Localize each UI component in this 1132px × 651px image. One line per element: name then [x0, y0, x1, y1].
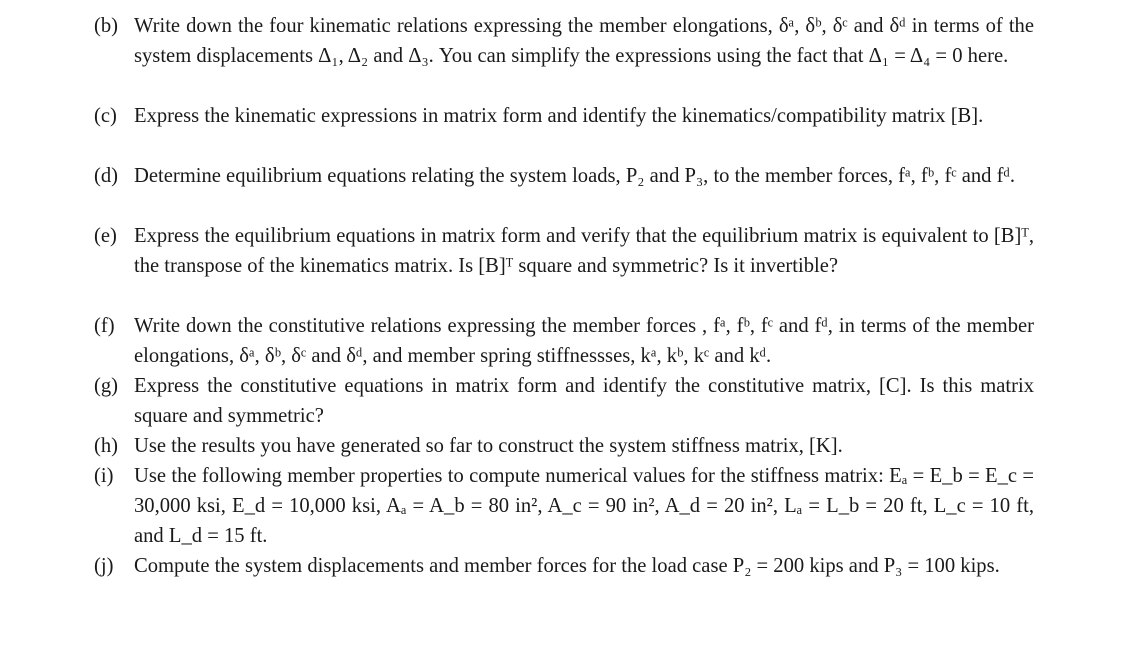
- item-f: [94, 311, 1034, 371]
- item-label: (h): [94, 435, 119, 457]
- item-text: Use the following member properties to compute numerical values for the stiffness matrix: Eₐ = E_b = E_c = 30,000 ksi, E_d = 10,000 ksi, Aₐ = A_b = 80 in², A_c = 90 in², A_d = 20 in², Lₐ = L_b = 20 ft, L_c = 10 ft, and L_d = 15 ft.: [134, 465, 1034, 547]
- item-j: [94, 551, 1034, 581]
- item-label: (d): [94, 165, 119, 187]
- item-label: (i): [94, 465, 114, 487]
- item-g: [94, 371, 1034, 431]
- item-c: [94, 101, 1034, 131]
- item-text: Express the constitutive equations in matrix form and identify the constitutive matrix, [C]. Is this matrix square and symmetric?: [134, 375, 1034, 427]
- item-text: Write down the four kinematic relations expressing the member elongations, δᵃ, δᵇ, δᶜ and δᵈ in terms of the system displacements Δ₁, Δ₂ and Δ₃. You can simplify the expressions using the fact that Δ₁ = Δ₄ = 0 here.: [134, 15, 1034, 67]
- item-d: [94, 161, 1034, 191]
- item-text: Express the equilibrium equations in matrix form and verify that the equilibrium matrix is equivalent to [B]ᵀ, the transpose of the kinematics matrix. Is [B]ᵀ square and symmetric? Is it invertible?: [134, 225, 1034, 277]
- item-i: [94, 461, 1034, 551]
- item-text: Write down the constitutive relations expressing the member forces , fᵃ, fᵇ, fᶜ and fᵈ, in terms of the member elongations, δᵃ, δᵇ, δᶜ and δᵈ, and member spring stiffnessses, kᵃ, kᵇ, kᶜ and kᵈ.: [134, 315, 1034, 367]
- item-text: Express the kinematic expressions in matrix form and identify the kinematics/compatibility matrix [B].: [134, 105, 984, 127]
- item-label: (e): [94, 225, 117, 247]
- item-text: Compute the system displacements and member forces for the load case P₂ = 200 kips and P₃ = 100 kips.: [134, 555, 1000, 577]
- item-label: (g): [94, 375, 119, 397]
- item-b: [94, 11, 1034, 71]
- item-label: (f): [94, 315, 115, 337]
- item-label: (b): [94, 15, 119, 37]
- item-h: [94, 431, 1034, 461]
- item-text: Use the results you have generated so far to construct the system stiffness matrix, [K].: [134, 435, 843, 457]
- item-text: Determine equilibrium equations relating the system loads, P₂ and P₃, to the member forces, fᵃ, fᵇ, fᶜ and fᵈ.: [134, 165, 1016, 187]
- item-e: [94, 221, 1034, 281]
- item-label: (j): [94, 555, 114, 577]
- item-label: (c): [94, 105, 117, 127]
